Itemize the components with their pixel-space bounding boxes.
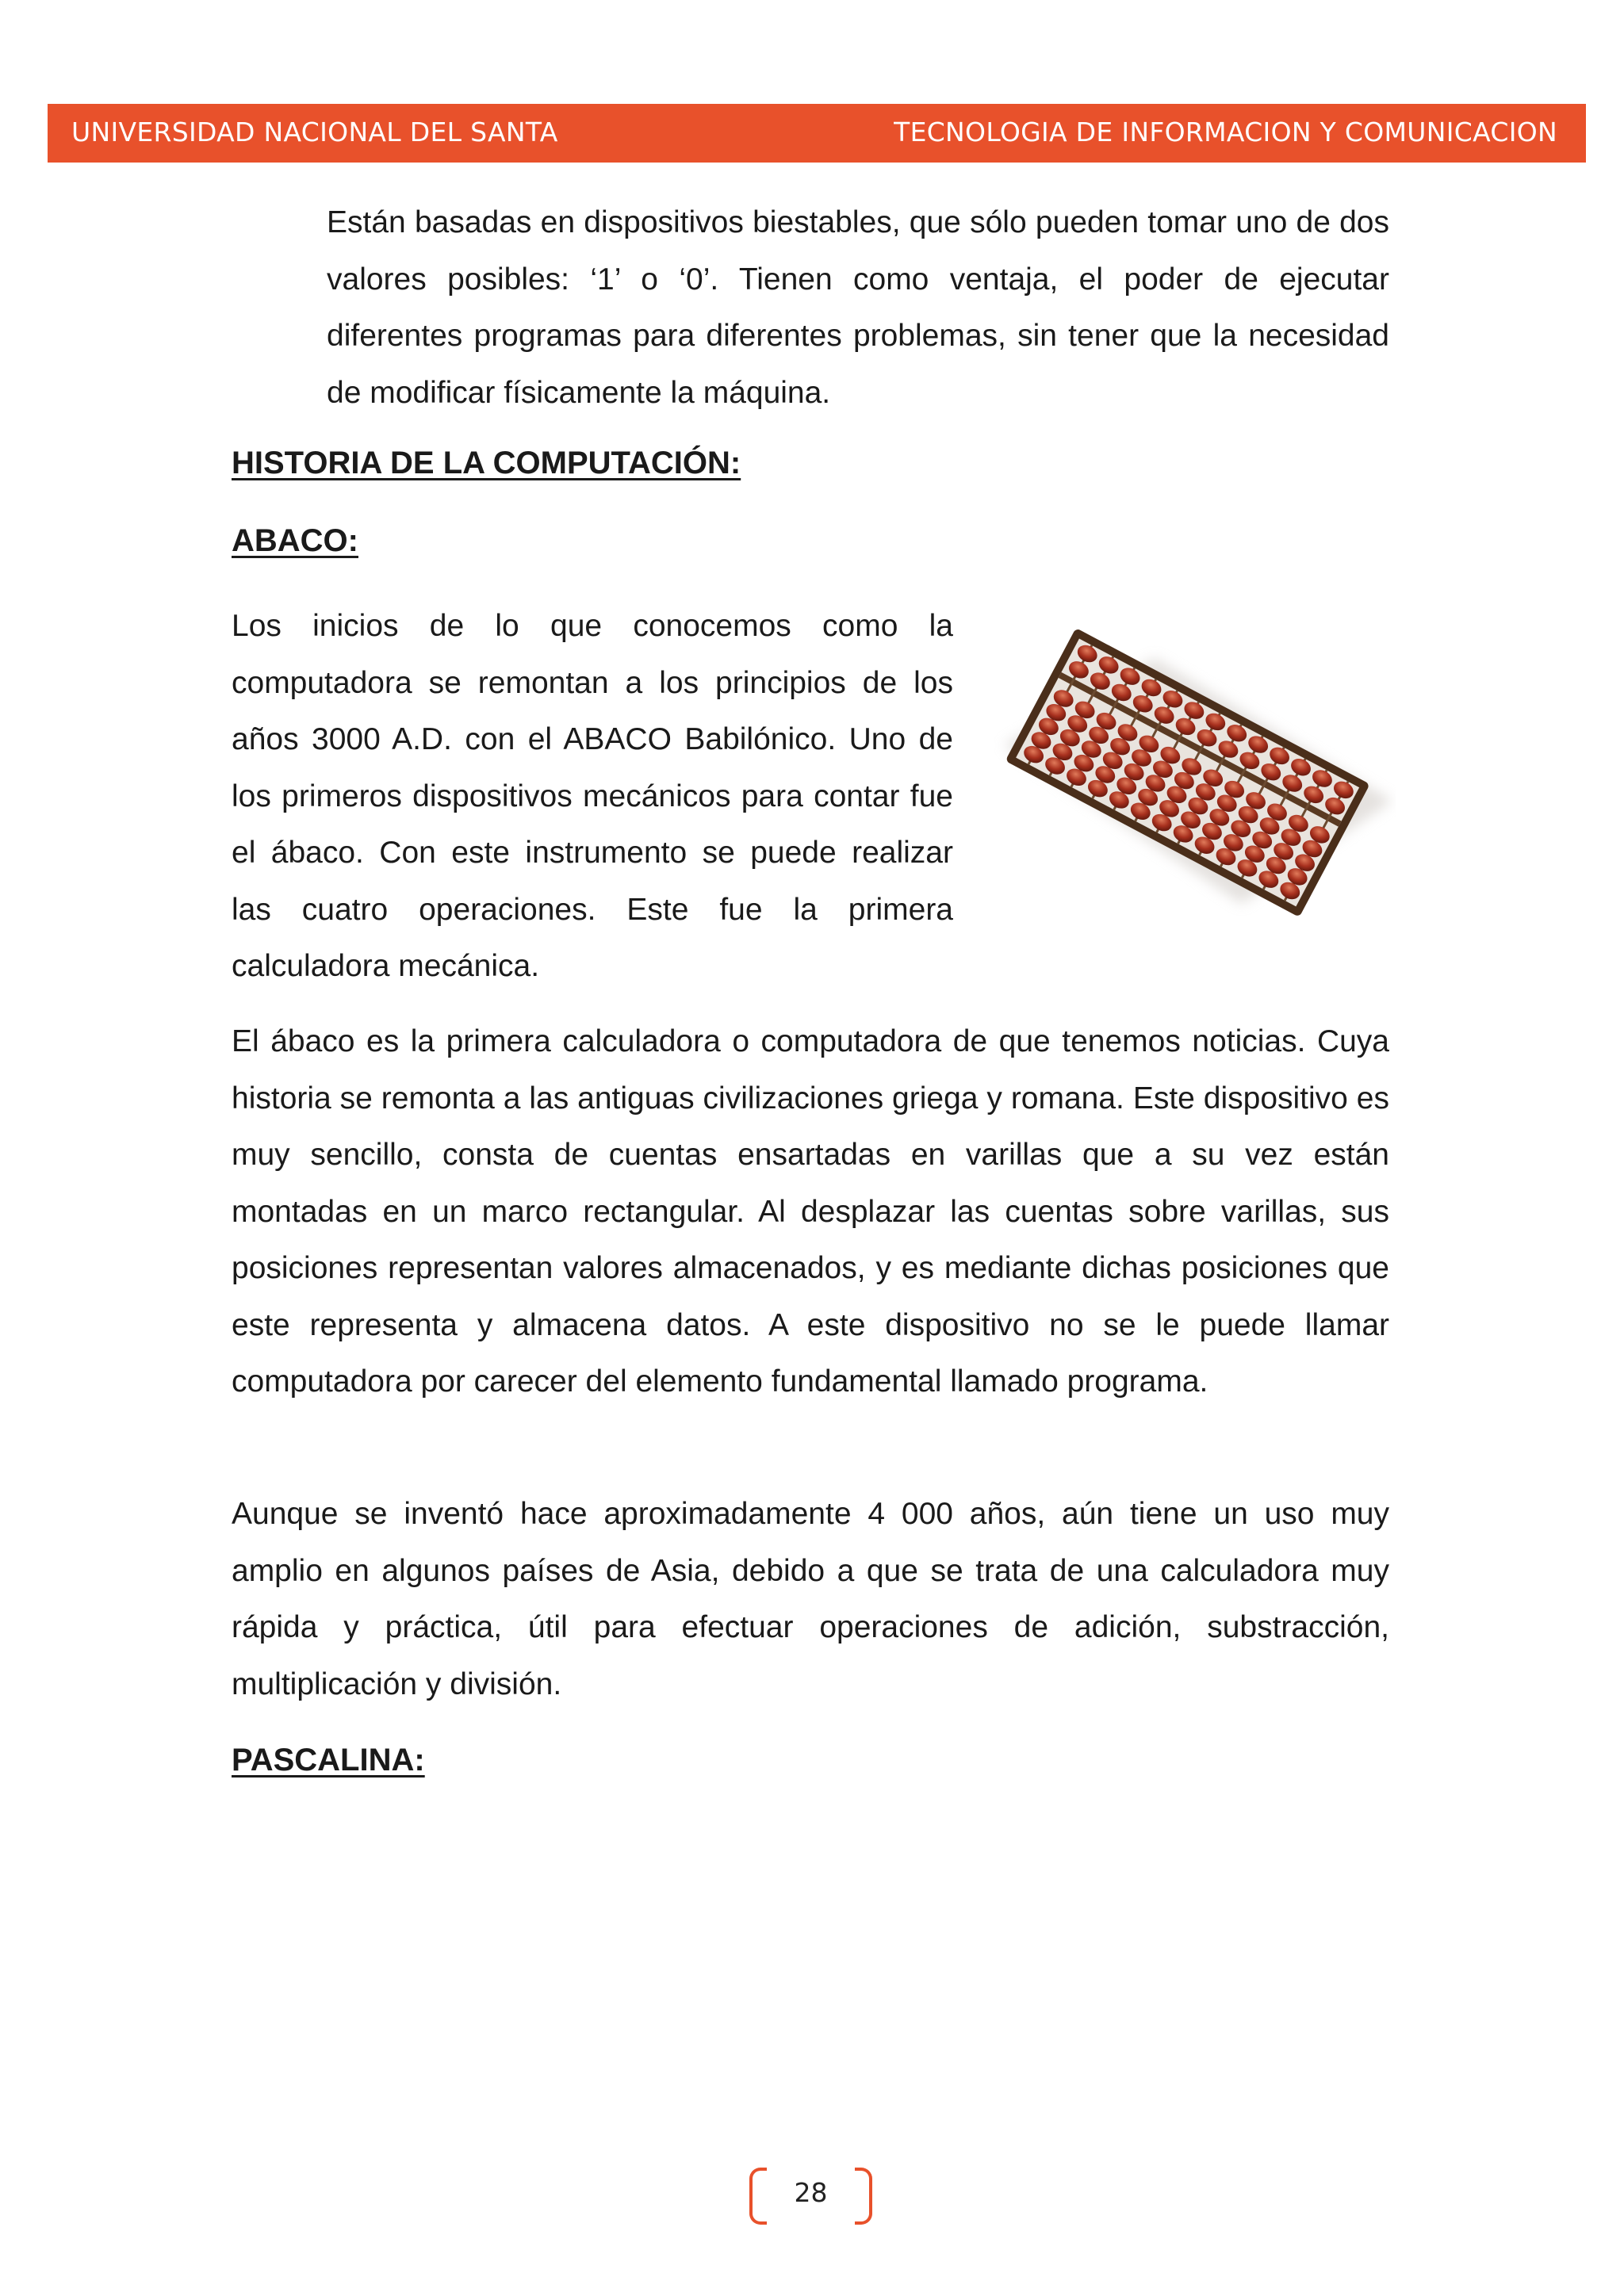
- abaco-paragraph-1: Los inicios de lo que conocemos como la computadora se remontan a los principios de los años 3000 A.D. con el ABACO Babilónico. Uno de los primeros dispositivos mecánicos para contar fue el ábaco. Con este instrumento se puede realizar las cuatro operaciones. Este fue la primera calculadora mecánica.: [232, 609, 953, 983]
- right-bracket-ornament: [855, 2168, 872, 2225]
- intro-paragraph: Están basadas en dispositivos biestables, que sólo pueden tomar uno de dos valores posibles: ‘1’ o ‘0’. Tienen como ventaja, el poder de ejecutar diferentes programas para diferentes problemas, sin tener que la necesidad de modificar físicamente la máquina.: [327, 205, 1389, 410]
- abacus-image: [983, 618, 1396, 936]
- page-number-badge: [749, 2168, 872, 2225]
- header-university: UNIVERSIDAD NACIONAL DEL SANTA: [71, 117, 558, 147]
- section-heading-historia: HISTORIA DE LA COMPUTACIÓN:: [232, 446, 741, 480]
- page-header-bar: [48, 104, 1586, 163]
- header-course: TECNOLOGIA DE INFORMACION Y COMUNICACION: [894, 117, 1557, 147]
- abaco-paragraph-3: Aunque se inventó hace aproximadamente 4 000 años, aún tiene un uso muy amplio en algunos países de Asia, debido a que se trata de una calculadora muy rápida y práctica, útil para efectuar operaciones de adición, substracción, multiplicación y división.: [232, 1497, 1389, 1701]
- abaco-paragraph-2: El ábaco es la primera calculadora o computadora de que tenemos noticias. Cuya historia se remonta a las antiguas civilizaciones griega y romana. Este dispositivo es muy sencillo, consta de cuentas ensartadas en varillas que a su vez están montadas en un marco rectangular. Al desplazar las cuentas sobre varillas, sus posiciones representan valores almacenados, y es mediante dichas posiciones que este representa y almacena datos. A este dispositivo no se le puede llamar computadora por carecer del elemento fundamental llamado programa.: [232, 1024, 1389, 1399]
- pascalina-heading: PASCALINA:: [232, 1743, 425, 1777]
- abaco-heading: ABACO:: [232, 523, 358, 558]
- page-number: 28: [794, 2177, 828, 2208]
